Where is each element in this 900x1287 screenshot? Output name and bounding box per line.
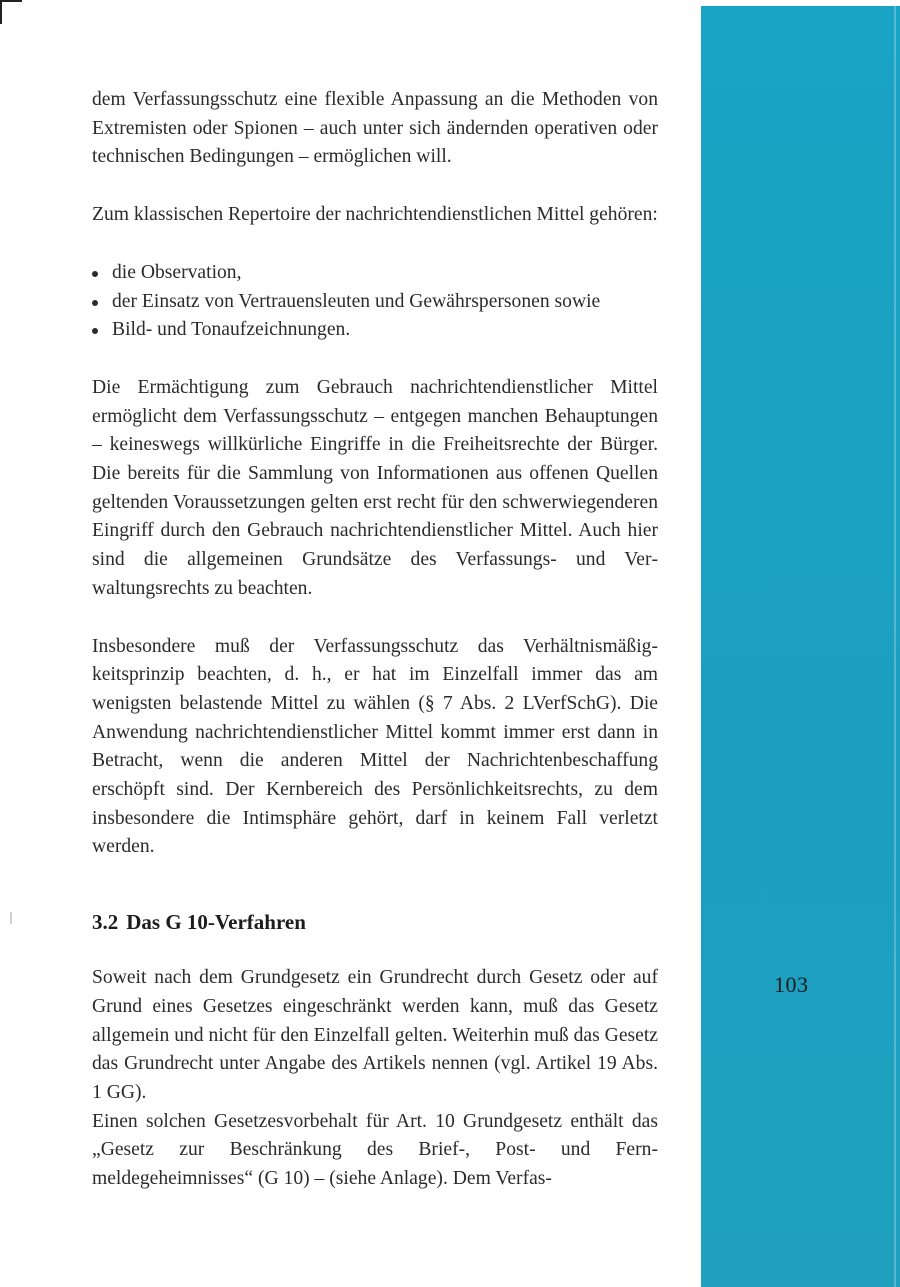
paragraph-authorization: Die Ermächtigung zum Gebrauch nachrichtendienstlicher Mittel ermöglicht dem Verfassungsschutz – entgegen manchen Behauptungen – keineswegs willkürliche Eingriffe in die Freiheitsrechte der Bürger. Die bereits für die Sammlung von Informationen aus offenen Quellen geltenden Voraussetzungen gelten erst recht für den schwerwiegenderen Eingriff durch den Gebrauch nachrichtendienstlicher Mittel. Auch hier sind die allgemeinen Grundsätze des Verfassungs- und Verwaltungsrechts zu beachten.	[92, 376, 658, 599]
page-number: 103	[774, 972, 809, 997]
bullet-list-means	[92, 259, 658, 345]
bullet-icon	[92, 328, 98, 334]
list-item	[92, 316, 658, 345]
side-color-band	[701, 6, 900, 1287]
paragraph-repertoire: Zum klassischen Repertoire der nachrichtendienstlichen Mittel gehören:	[92, 204, 658, 226]
list-item	[92, 288, 658, 317]
list-item-text: der Einsatz von Vertrauensleuten und Gewährspersonen sowie	[112, 290, 601, 312]
list-item	[92, 259, 658, 288]
page-body	[92, 86, 658, 1194]
paragraph-basic-law: Soweit nach dem Grundgesetz ein Grundrecht durch Gesetz oder auf Grund eines Gesetzes eingeschränkt werden kann, muß das Gesetz allgemein und nicht für den Einzelfall gelten. Weiterhin muß das Gesetz das Grundrecht unter Angabe des Artikels nennen (vgl. Artikel 19 Abs. 1 GG).	[92, 967, 658, 1103]
paragraph-intro: dem Verfassungsschutz eine flexible Anpassung an die Methoden von Extremisten oder Spionen – auch unter sich ändernden operativen oder technischen Bedingungen – ermöglichen will.	[92, 89, 658, 168]
section-title: Das G 10-Verfahren	[126, 910, 306, 935]
bullet-icon	[92, 300, 98, 306]
side-band-edge	[894, 6, 896, 1287]
crop-mark	[0, 0, 22, 24]
list-item-text: die Observation,	[112, 261, 242, 283]
bullet-icon	[92, 271, 98, 277]
scan-artifact	[10, 912, 12, 924]
section-heading	[92, 908, 658, 936]
paragraph-proportionality: Insbesondere muß der Verfassungsschutz das Verhältnismäßigkeitsprinzip beachten, d. h., er hat im Einzelfall immer das am wenigsten belastende Mittel zu wählen (§ 7 Abs. 2 LVerfSchG). Die Anwendung nachrichtendienstlicher Mittel kommt immer erst dann in Betracht, wenn die anderen Mittel der Nachrichtenbeschaffung erschöpft sind. Der Kernbereich des Persönlichkeitsrechts, zu dem insbesondere die Intimsphäre gehört, darf in keinem Fall verletzt werden.	[92, 635, 658, 858]
paragraph-g10-law: Einen solchen Gesetzesvorbehalt für Art. 10 Grundgesetz enthält das „Gesetz zur Beschränkung des Brief-, Post- und Fernmeldegeheimnisses“ (G 10) – (siehe Anlage). Dem Verfas-	[92, 1110, 658, 1190]
section-number: 3.2	[92, 910, 119, 935]
list-item-text: Bild- und Tonaufzeichnungen.	[112, 319, 351, 341]
